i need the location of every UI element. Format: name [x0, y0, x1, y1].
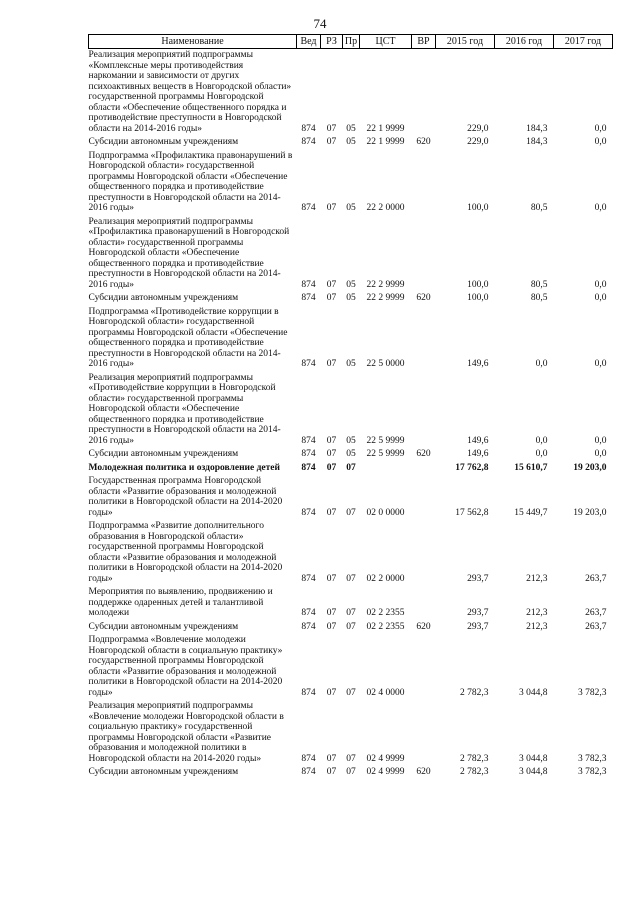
row-pr: 05	[346, 137, 356, 147]
row-rz: 07	[326, 462, 337, 473]
row-name: Субсидии автономным учреждениям	[88, 137, 239, 147]
row-name: Реализация мероприятий подпрограммы «Противодействие коррупции в Новгородской области» государственной программы Новгородской области «Обеспечение общественного порядка и противодействие преступности в Новгородской области на 2014-2016 годы»	[88, 372, 281, 446]
header-cst: ЦСТ	[360, 35, 412, 49]
row-cst: 02 0 0000	[366, 507, 405, 518]
row-cst: 02 2 2355	[366, 608, 405, 618]
row-cst: 22 1 9999	[366, 137, 405, 147]
row-ved: 874	[301, 462, 316, 473]
row-vr: 620	[416, 621, 431, 632]
row-ved: 874	[301, 507, 316, 518]
row-vr: 620	[416, 137, 431, 147]
row-value-2017: 19 203,0	[573, 462, 607, 473]
row-rz: 07	[326, 507, 337, 518]
row-rz: 07	[326, 359, 337, 369]
row-pr: 07	[346, 507, 356, 518]
row-pr: 05	[346, 203, 356, 213]
row-vr	[412, 462, 436, 476]
header-2015: 2015 год	[436, 35, 495, 49]
row-name: Подпрограмма «Противодействие коррупции в Новгородской области» государственной программы Новгородской области «Обеспечение общественного порядка и противодействие преступности в Новгородской области на 2014-2016 годы»	[88, 306, 288, 369]
header-2017: 2017 год	[554, 35, 613, 49]
row-vr	[412, 49, 436, 137]
table-row	[89, 49, 613, 137]
table-row	[89, 292, 613, 306]
budget-table	[88, 34, 613, 780]
row-rz: 07	[326, 435, 337, 446]
row-name: Реализация мероприятий подпрограммы «Профилактика правонарушений в Новгородской области» государственной программы Новгородской области «Обеспечение общественного порядка и противодействие преступности в Новгородской области на 2014-2016 годы»	[88, 216, 290, 290]
table-row	[89, 216, 613, 293]
row-ved: 874	[301, 137, 316, 147]
row-pr: 05	[346, 279, 356, 290]
row-rz: 07	[326, 293, 337, 303]
row-value-2015: 293,7	[467, 573, 489, 584]
row-value-2015: 17 762,8	[455, 462, 489, 473]
row-pr: 05	[346, 449, 356, 459]
row-ved: 874	[301, 687, 316, 698]
row-value-2016: 212,3	[526, 573, 548, 584]
row-vr	[412, 586, 436, 621]
row-pr: 07	[346, 573, 356, 584]
row-value-2016: 3 044,8	[519, 687, 548, 698]
row-cst: 22 5 9999	[366, 435, 405, 446]
row-ved: 874	[301, 279, 316, 290]
row-vr	[412, 150, 436, 216]
row-value-2015: 229,0	[467, 137, 489, 147]
row-rz: 07	[326, 279, 337, 290]
row-pr: 07	[346, 462, 356, 473]
row-cst: 22 2 9999	[366, 293, 405, 303]
table-header-row	[89, 35, 613, 49]
row-value-2016: 3 044,8	[519, 753, 548, 764]
row-value-2017: 0,0	[594, 359, 607, 369]
row-value-2017: 0,0	[594, 435, 607, 446]
row-vr: 620	[416, 767, 431, 777]
row-name: Субсидии автономным учреждениям	[88, 621, 239, 632]
row-vr	[412, 700, 436, 766]
row-name: Субсидии автономным учреждениям	[88, 449, 239, 459]
row-ved: 874	[301, 203, 316, 213]
row-rz: 07	[326, 621, 337, 632]
row-value-2016: 80,5	[530, 203, 548, 213]
table-row	[89, 150, 613, 216]
row-pr: 07	[346, 687, 356, 698]
row-cst: 22 5 9999	[366, 449, 405, 459]
row-ved: 874	[301, 608, 316, 618]
row-name: Подпрограмма «Вовлечение молодежи Новгородской области в социальную практику» государственной программы Новгородской области «Развитие образования и молодежной политики в Новгородской области на 2014-2020 годы»	[88, 635, 283, 698]
row-cst	[360, 462, 412, 476]
row-value-2017: 19 203,0	[573, 507, 607, 518]
row-value-2017: 0,0	[594, 449, 607, 459]
row-name: Подпрограмма «Профилактика правонарушений в Новгородской области» государственной программы Новгородской области «Обеспечение общественного порядка и противодействие преступности в Новгородской области на 2014-2016 годы»	[88, 150, 293, 213]
row-rz: 07	[326, 203, 337, 213]
row-value-2015: 2 782,3	[460, 687, 489, 698]
row-value-2016: 80,5	[530, 293, 548, 303]
row-pr: 07	[346, 608, 356, 618]
row-value-2015: 100,0	[467, 279, 489, 290]
row-pr: 05	[346, 123, 356, 134]
row-vr	[412, 306, 436, 372]
row-value-2016: 184,3	[526, 123, 548, 134]
row-value-2015: 100,0	[467, 293, 489, 303]
row-vr	[412, 216, 436, 293]
row-rz: 07	[326, 608, 337, 618]
row-pr: 07	[346, 767, 356, 777]
row-value-2017: 263,7	[585, 621, 607, 632]
row-rz: 07	[326, 687, 337, 698]
row-value-2015: 149,6	[467, 435, 489, 446]
row-value-2017: 263,7	[585, 608, 607, 618]
row-value-2016: 0,0	[535, 435, 548, 446]
row-value-2017: 0,0	[594, 123, 607, 134]
row-value-2017: 0,0	[594, 293, 607, 303]
row-cst: 22 2 9999	[366, 279, 405, 290]
row-rz: 07	[326, 449, 337, 459]
row-value-2015: 229,0	[467, 123, 489, 134]
row-value-2015: 2 782,3	[460, 753, 489, 764]
row-name: Молодежная политика и оздоровление детей	[88, 462, 280, 473]
row-ved: 874	[301, 767, 316, 777]
row-rz: 07	[326, 137, 337, 147]
row-pr: 07	[346, 621, 356, 632]
row-name: Государственная программа Новгородской области «Развитие образования и молодежной политики в Новгородской области на 2014-2020 годы»	[88, 476, 283, 518]
row-value-2017: 3 782,3	[578, 753, 607, 764]
table-row	[89, 136, 613, 150]
row-cst: 02 4 9999	[366, 767, 405, 777]
row-ved: 874	[301, 753, 316, 764]
row-value-2016: 15 610,7	[514, 462, 548, 473]
row-ved: 874	[301, 123, 316, 134]
row-name: Реализация мероприятий подпрограммы «Вовлечение молодежи Новгородской области в социальную практику» государственной программы Новгородской области «Развитие образования и молодежной политики в Новгородской области на 2014-2020 годы»	[88, 701, 284, 764]
row-name: Реализация мероприятий подпрограммы «Комплексные меры противодействия наркомании и зависимости от других психоактивных веществ в Новгородской области» государственной программы Новгородской области «Обеспечение общественного порядка и противодействие преступности в Новгородской области на 2014-2016 годы»	[88, 50, 292, 134]
row-pr: 05	[346, 359, 356, 369]
header-ved: Вед	[297, 35, 321, 49]
row-value-2017: 263,7	[585, 573, 607, 584]
row-ved: 874	[301, 449, 316, 459]
header-pr: Пр	[343, 35, 360, 49]
table-row	[89, 520, 613, 586]
table-row	[89, 586, 613, 621]
table-row	[89, 372, 613, 449]
row-ved: 874	[301, 573, 316, 584]
row-value-2015: 149,6	[467, 449, 489, 459]
row-cst: 02 4 9999	[366, 753, 405, 764]
row-cst: 22 2 0000	[366, 203, 405, 213]
row-value-2016: 212,3	[526, 608, 548, 618]
row-value-2016: 0,0	[535, 449, 548, 459]
row-value-2015: 2 782,3	[460, 767, 489, 777]
row-pr: 07	[346, 753, 356, 764]
row-value-2017: 0,0	[594, 279, 607, 290]
row-vr	[412, 520, 436, 586]
page-number: 74	[313, 16, 327, 31]
table-row	[89, 448, 613, 462]
row-cst: 02 2 0000	[366, 573, 405, 584]
row-ved: 874	[301, 359, 316, 369]
row-vr	[412, 372, 436, 449]
row-value-2016: 0,0	[535, 359, 548, 369]
row-cst: 22 1 9999	[366, 123, 405, 134]
table-row	[89, 306, 613, 372]
table-row	[89, 475, 613, 520]
row-name: Субсидии автономным учреждениям	[88, 293, 239, 303]
row-name: Мероприятия по выявлению, продвижению и поддержке одаренных детей и талантливой молодежи	[88, 587, 273, 618]
row-value-2015: 100,0	[467, 203, 489, 213]
row-value-2016: 3 044,8	[519, 767, 548, 777]
header-vr: ВР	[412, 35, 436, 49]
row-ved: 874	[301, 293, 316, 303]
row-value-2015: 17 562,8	[455, 507, 489, 518]
row-vr	[412, 475, 436, 520]
row-pr: 05	[346, 293, 356, 303]
row-rz: 07	[326, 767, 337, 777]
table-row	[89, 700, 613, 766]
row-name: Субсидии автономным учреждениям	[88, 767, 239, 777]
row-value-2017: 3 782,3	[578, 687, 607, 698]
row-name: Подпрограмма «Развитие дополнительного образования в Новгородской области» государственной программы Новгородской области «Развитие образования и молодежной политики в Новгородской области на 2014-2020 годы»	[88, 521, 283, 584]
table-row	[89, 462, 613, 476]
row-value-2015: 293,7	[467, 621, 489, 632]
row-ved: 874	[301, 621, 316, 632]
table-row	[89, 766, 613, 780]
header-name: Наименование	[89, 35, 297, 49]
row-cst: 02 4 0000	[366, 687, 405, 698]
row-vr: 620	[416, 449, 431, 459]
row-pr: 05	[346, 435, 356, 446]
row-rz: 07	[326, 573, 337, 584]
row-value-2015: 149,6	[467, 359, 489, 369]
row-value-2017: 3 782,3	[578, 767, 607, 777]
row-value-2016: 15 449,7	[514, 507, 548, 518]
row-cst: 02 2 2355	[366, 621, 405, 632]
row-value-2016: 80,5	[530, 279, 548, 290]
row-vr: 620	[416, 293, 431, 303]
table-row	[89, 621, 613, 635]
row-ved: 874	[301, 435, 316, 446]
row-rz: 07	[326, 753, 337, 764]
row-rz: 07	[326, 123, 337, 134]
header-2016: 2016 год	[495, 35, 554, 49]
row-vr	[412, 634, 436, 700]
row-value-2015: 293,7	[467, 608, 489, 618]
row-cst: 22 5 0000	[366, 359, 405, 369]
table-row	[89, 634, 613, 700]
row-value-2017: 0,0	[594, 137, 607, 147]
row-value-2016: 212,3	[526, 621, 548, 632]
row-value-2017: 0,0	[594, 203, 607, 213]
row-value-2016: 184,3	[526, 137, 548, 147]
header-rz: РЗ	[321, 35, 343, 49]
